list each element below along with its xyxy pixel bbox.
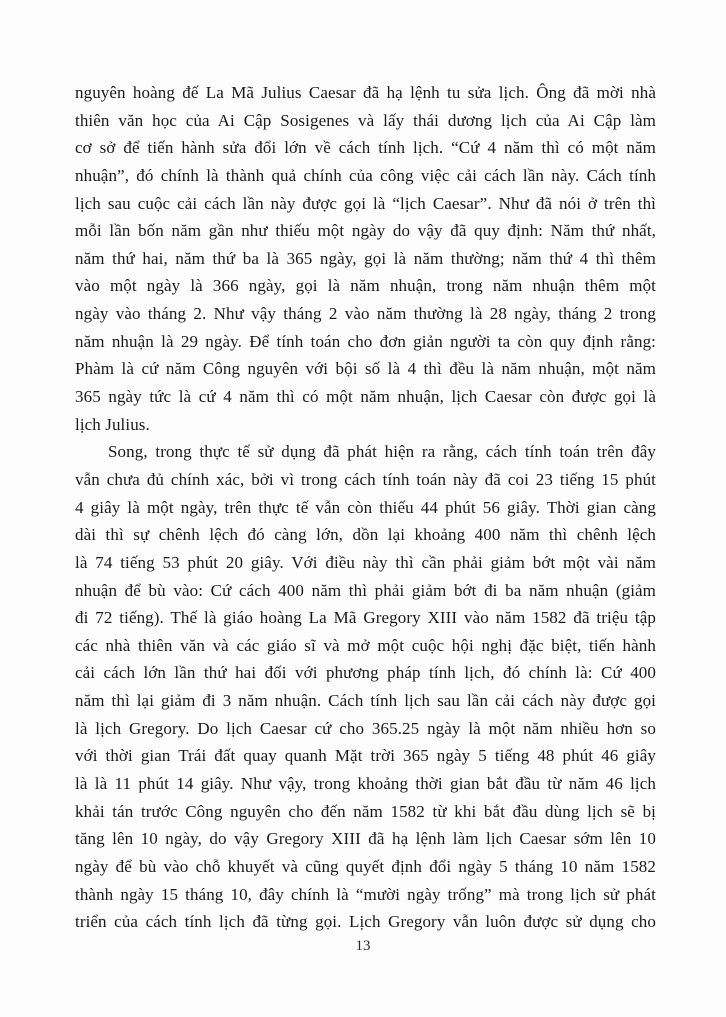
page-body-text bbox=[75, 79, 656, 936]
text-line: 365 ngày tức là cứ 4 năm thì có một năm nhuận, lịch Caesar còn được gọi là bbox=[75, 387, 656, 407]
text-line: Song, trong thực tế sử dụng đã phát hiện ra rằng, cách tính toán trên đây bbox=[108, 442, 656, 462]
text-line: với thời gian Trái đất quay quanh Mặt trời 365 ngày 5 tiếng 48 phút 46 giây bbox=[75, 746, 656, 766]
text-line: khải tán trước Công nguyên cho đến năm 1582 từ khi bắt đầu dùng lịch sẽ bị bbox=[75, 801, 656, 821]
text-line: vẫn chưa đủ chính xác, bởi vì trong cách tính toán này đã coi 23 tiếng 15 phút bbox=[75, 469, 656, 489]
text-line: vào một ngày là 366 ngày, gọi là năm nhuận, trong năm nhuận thêm một bbox=[75, 276, 656, 296]
paragraph bbox=[75, 438, 656, 936]
text-line: cải cách lớn lần thứ hai đối với phương pháp tính lịch, đó chính là: Cứ 400 bbox=[75, 663, 656, 683]
text-line: Phàm là cứ năm Công nguyên với bội số là 4 thì đều là năm nhuận, một năm bbox=[75, 359, 656, 379]
text-line: nguyên hoàng đế La Mã Julius Caesar đã hạ lệnh tu sửa lịch. Ông đã mời nhà bbox=[75, 83, 656, 102]
text-line: năm nhuận là 29 ngày. Để tính toán cho đơn giản người ta còn quy định rằng: bbox=[75, 331, 656, 351]
text-line: là lịch Gregory. Do lịch Caesar cứ cho 365.25 ngày là một năm nhiều hơn so bbox=[75, 718, 656, 738]
text-line: cơ sở để tiến hành sửa đổi lớn về cách tính lịch. “Cứ 4 năm thì có một năm bbox=[75, 138, 656, 158]
text-line: nhuận”, đó chính là thành quả chính của công việc cải cách lần này. Cách tính bbox=[75, 165, 656, 185]
text-line: tăng lên 10 ngày, do vậy Gregory XIII đã hạ lệnh làm lịch Caesar sớm lên 10 bbox=[75, 829, 656, 849]
text-line: là là 11 phút 14 giây. Như vậy, trong khoảng thời gian bắt đầu từ năm 46 lịch bbox=[75, 774, 656, 794]
text-line: lịch Julius. bbox=[75, 414, 150, 434]
text-line: ngày để bù vào chỗ khuyết và cũng quyết định đổi ngày 5 tháng 10 năm 1582 bbox=[75, 856, 656, 876]
text-line: nhuận để bù vào: Cứ cách 400 năm thì phải giảm bớt đi ba năm nhuận (giảm bbox=[75, 580, 656, 600]
text-line: thiên văn học của Ai Cập Sosigenes và lấy thái dương lịch của Ai Cập làm bbox=[75, 110, 656, 130]
text-line: là 74 tiếng 53 phút 20 giây. Với điều này thì cần phải giảm bớt một vài năm bbox=[75, 552, 656, 572]
text-line: ngày vào tháng 2. Như vậy tháng 2 vào năm thường là 28 ngày, tháng 2 trong bbox=[75, 304, 656, 324]
paragraph bbox=[75, 79, 656, 438]
text-line: 4 giây là một ngày, trên thực tế vẫn còn thiếu 44 phút 56 giây. Thời gian càng bbox=[75, 497, 656, 517]
text-line: triển của cách tính lịch đã từng gọi. Lịch Gregory vẫn luôn được sử dụng cho bbox=[75, 912, 656, 932]
text-line: dài thì sự chênh lệch đó càng lớn, dồn lại khoảng 400 năm thì chênh lệch bbox=[75, 525, 656, 545]
text-line: năm thì lại giảm đi 3 năm nhuận. Cách tính lịch sau lần cải cách này được gọi bbox=[75, 691, 656, 711]
text-line: lịch sau cuộc cải cách lần này được gọi là “lịch Caesar”. Như đã nói ở trên thì bbox=[75, 193, 656, 213]
page-number: 13 bbox=[355, 938, 371, 954]
text-line: các nhà thiên văn và các giáo sĩ và mở một cuộc hội nghị đặc biệt, tiến hành bbox=[75, 635, 656, 655]
text-line: mỗi lần bốn năm gần như thiếu một ngày do vậy đã quy định: Năm thứ nhất, bbox=[75, 221, 656, 241]
text-line: đi 72 tiếng). Thế là giáo hoàng La Mã Gregory XIII vào năm 1582 đã triệu tập bbox=[75, 608, 656, 628]
text-line: thành ngày 15 tháng 10, đây chính là “mười ngày trống” mà trong lịch sử phát bbox=[75, 884, 656, 904]
text-line: năm thứ hai, năm thứ ba là 365 ngày, gọi là năm thường; năm thứ 4 thì thêm bbox=[75, 248, 656, 268]
